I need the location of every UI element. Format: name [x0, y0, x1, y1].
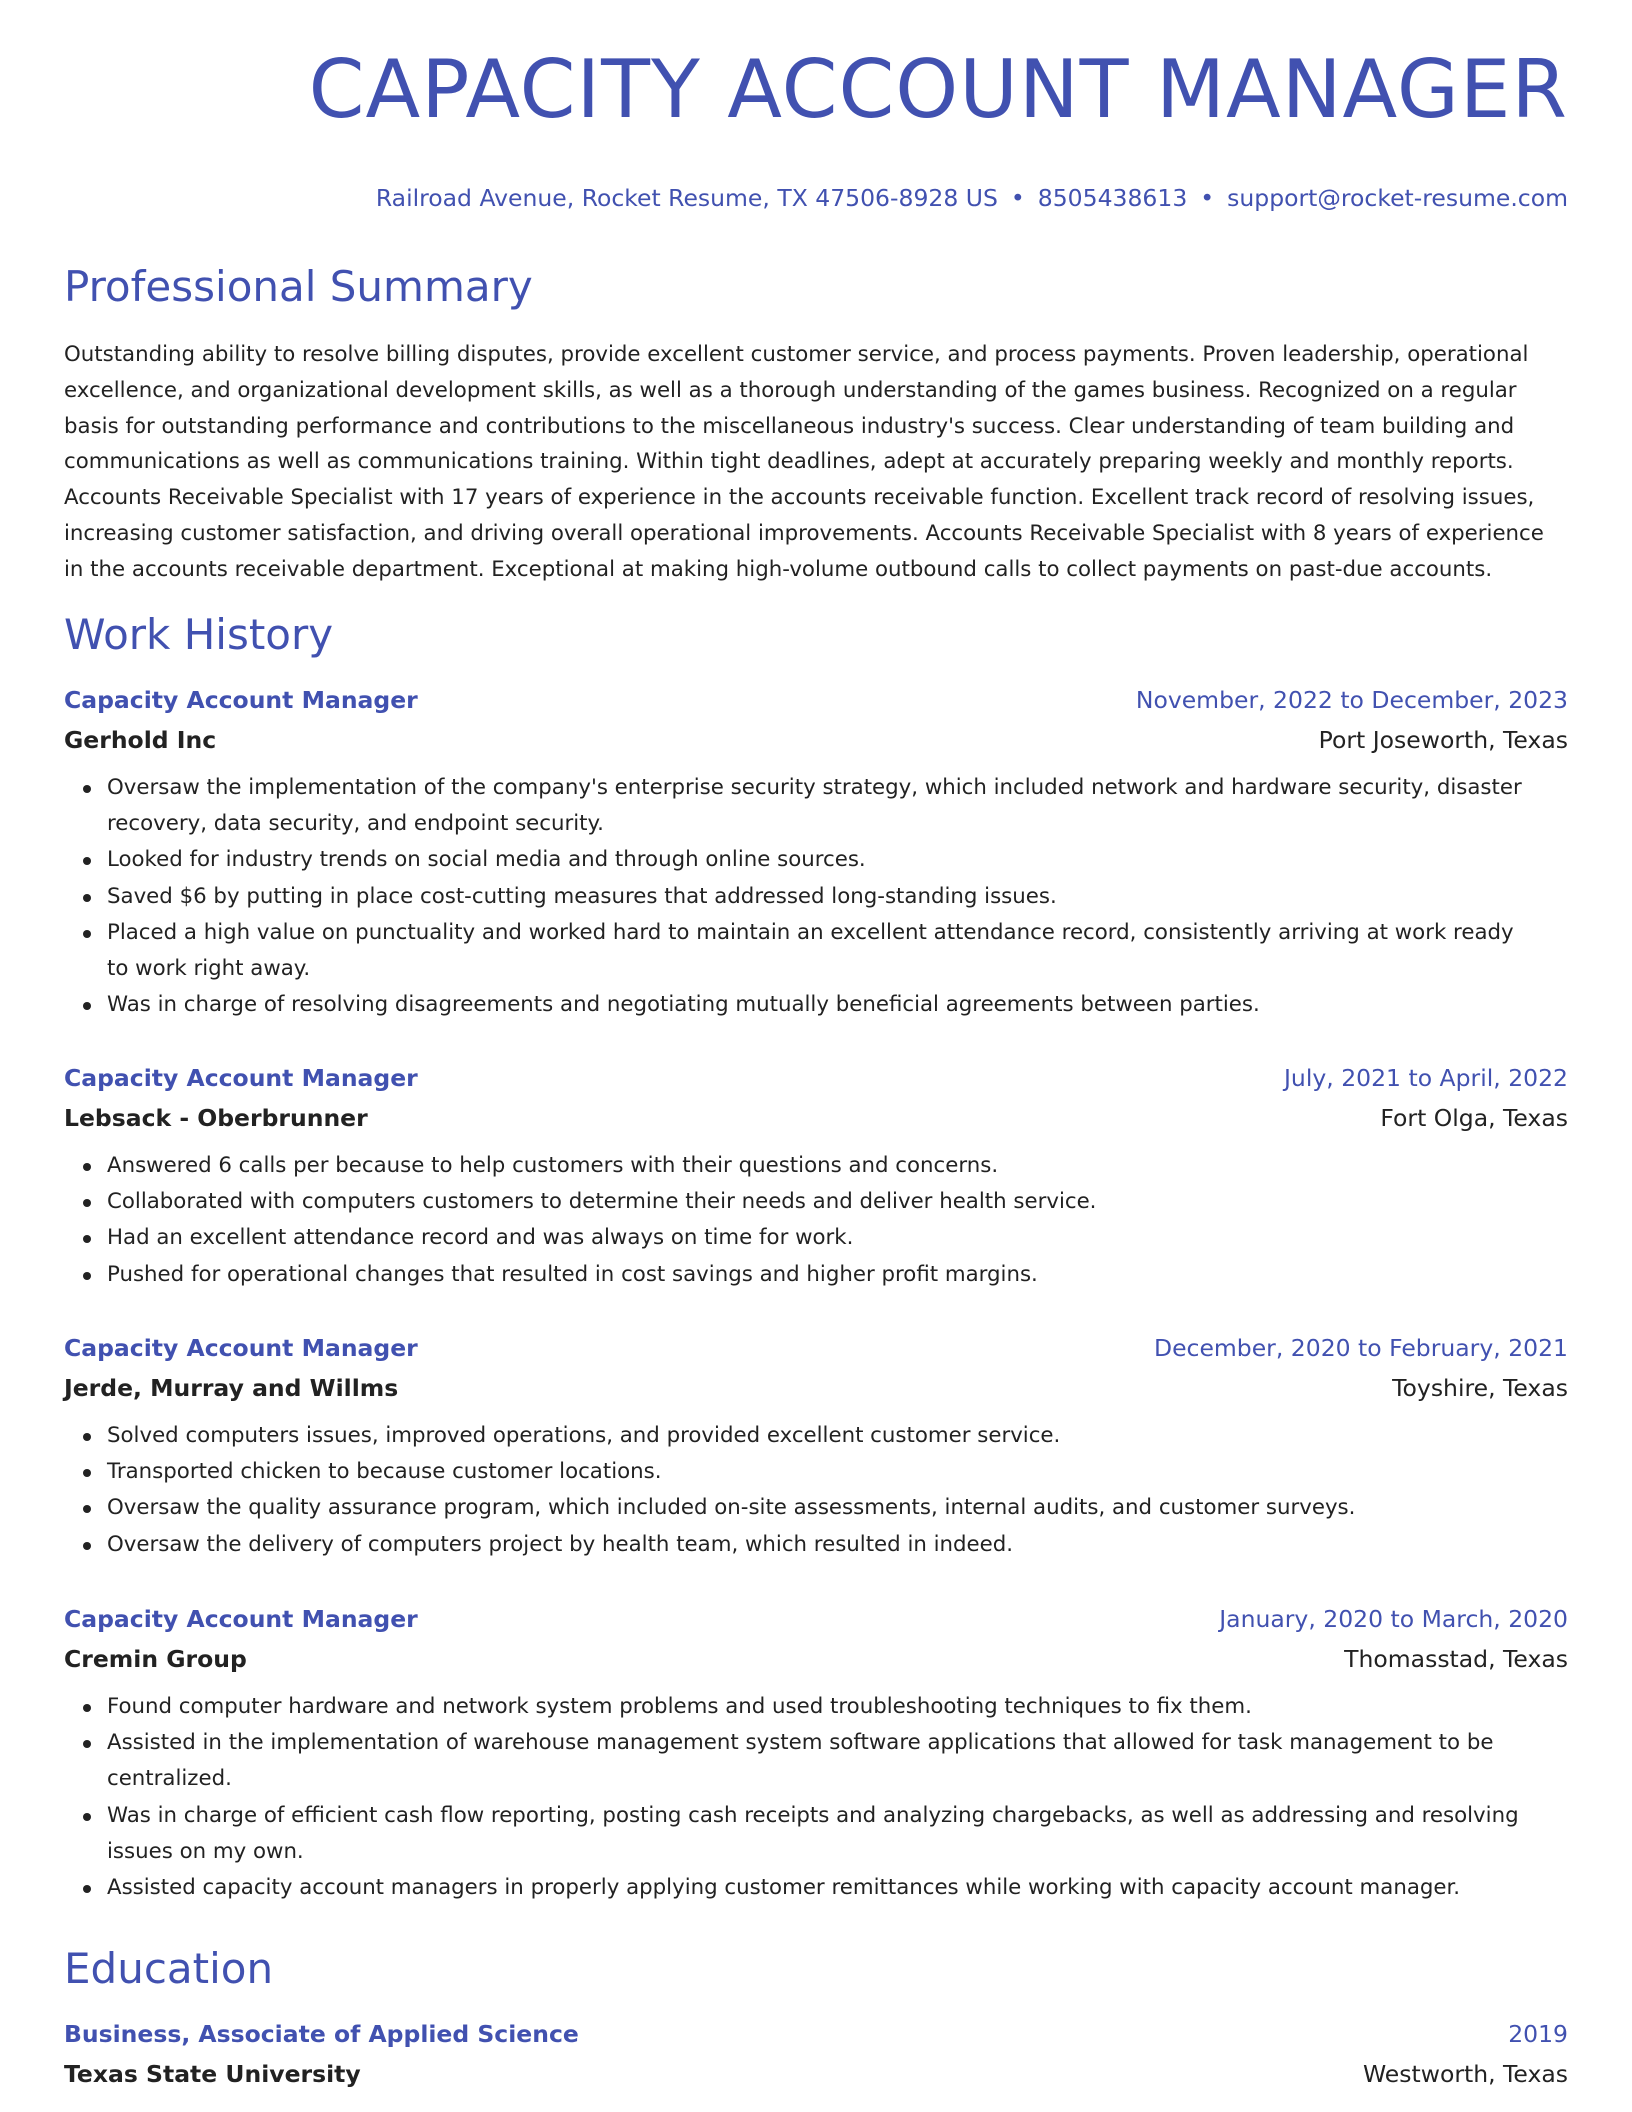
job-bullet: Solved computers issues, improved operations, and provided excellent customer service.: [107, 1418, 1568, 1454]
summary-heading: Professional Summary: [64, 262, 533, 311]
education-heading: Education: [64, 1944, 274, 1993]
contact-phone: 8505438613: [1037, 184, 1188, 212]
job-bullet: Was in charge of efficient cash flow reporting, posting cash receipts and analyzing chargebacks, as well as addressing and resolving issues on my own.: [107, 1798, 1568, 1870]
job-location: Port Joseworth, Texas: [1318, 726, 1568, 754]
education-entry: [64, 2014, 1568, 2094]
education-year: 2019: [1508, 2020, 1568, 2048]
job-company: Jerde, Murray and Willms: [64, 1374, 399, 1402]
summary-text: Outstanding ability to resolve billing disputes, provide excellent customer service, and process payments. Proven leadership, operational excellence, and organizational development skills, as well as a thorough understanding of the games business. Recognized on a regular basis for outstanding performance and contributions to the miscellaneous industry's success. Clear understanding of team building and communications as well as communications training. Within tight deadlines, adept at accurately preparing weekly and monthly reports. Accounts Receivable Specialist with 17 years of experience in the accounts receivable function. Excellent track record of resolving issues, increasing customer satisfaction, and driving overall operational improvements. Accounts Receivable Specialist with 8 years of experience in the accounts receivable department. Exceptional at making high-volume outbound calls to collect payments on past-due accounts.: [64, 342, 1544, 582]
job-bullets: [64, 770, 1568, 1023]
contact-line: [376, 183, 1568, 213]
job-bullet: Saved $6 by putting in place cost-cutting measures that addressed long-standing issues.: [107, 879, 1568, 915]
job-bullet: Found computer hardware and network system problems and used troubleshooting techniques to fix them.: [107, 1689, 1568, 1725]
job-title: Capacity Account Manager: [64, 1605, 418, 1633]
job-dates: November, 2022 to December, 2023: [1135, 686, 1568, 714]
job-title: Capacity Account Manager: [64, 686, 418, 714]
resume-name: CAPACITY ACCOUNT MANAGER: [308, 43, 1568, 136]
job-bullet: Looked for industry trends on social media and through online sources.: [107, 842, 1568, 878]
job-dates: January, 2020 to March, 2020: [1219, 1605, 1568, 1633]
contact-address: Railroad Avenue, Rocket Resume, TX 47506-8928 US: [375, 184, 998, 212]
job-company: Gerhold Inc: [64, 726, 217, 754]
job-bullet: Oversaw the implementation of the company's enterprise security strategy, which included network and hardware security, disaster recovery, data security, and endpoint security.: [107, 770, 1568, 842]
job-bullet: Oversaw the quality assurance program, which included on-site assessments, internal audits, and customer surveys.: [107, 1490, 1568, 1526]
job-location: Thomasstad, Texas: [1344, 1645, 1568, 1673]
job-company: Cremin Group: [64, 1645, 247, 1673]
job-dates: July, 2021 to April, 2022: [1284, 1064, 1568, 1092]
work-history-heading: Work History: [64, 610, 334, 659]
job-location: Fort Olga, Texas: [1380, 1104, 1568, 1132]
education-location: Westworth, Texas: [1362, 2060, 1568, 2088]
job-bullet: Oversaw the delivery of computers project by health team, which resulted in indeed.: [107, 1527, 1568, 1563]
job-entry: [64, 680, 1568, 1023]
job-bullet: Answered 6 calls per because to help customers with their questions and concerns.: [107, 1148, 1568, 1184]
job-location: Toyshire, Texas: [1392, 1374, 1568, 1402]
job-entry: [64, 1058, 1568, 1293]
job-bullets: [64, 1418, 1568, 1563]
contact-separator: •: [1200, 184, 1215, 212]
education-degree: Business, Associate of Applied Science: [64, 2020, 579, 2048]
job-bullet: Pushed for operational changes that resulted in cost savings and higher profit margins.: [107, 1257, 1568, 1293]
job-title: Capacity Account Manager: [64, 1064, 418, 1092]
job-bullet: Transported chicken to because customer locations.: [107, 1454, 1568, 1490]
job-bullet: Collaborated with computers customers to determine their needs and deliver health service.: [107, 1184, 1568, 1220]
job-entry: [64, 1328, 1568, 1563]
job-bullet: Assisted in the implementation of warehouse management system software applications that allowed for task management to be centralized.: [107, 1725, 1568, 1797]
job-bullets: [64, 1689, 1568, 1906]
job-title: Capacity Account Manager: [64, 1334, 418, 1362]
job-entry: [64, 1599, 1568, 1906]
job-bullets: [64, 1148, 1568, 1293]
job-bullet: Placed a high value on punctuality and worked hard to maintain an excellent attendance record, consistently arriving at work ready to work right away.: [107, 915, 1568, 987]
education-school: Texas State University: [64, 2060, 361, 2088]
job-bullet: Had an excellent attendance record and was always on time for work.: [107, 1220, 1568, 1256]
job-bullet: Was in charge of resolving disagreements and negotiating mutually beneficial agreements between parties.: [107, 987, 1568, 1023]
job-company: Lebsack - Oberbrunner: [64, 1104, 368, 1132]
job-dates: December, 2020 to February, 2021: [1153, 1334, 1568, 1362]
contact-separator: •: [1010, 184, 1025, 212]
contact-email: support@rocket-resume.com: [1227, 184, 1568, 212]
job-bullet: Assisted capacity account managers in properly applying customer remittances while working with capacity account manager.: [107, 1870, 1568, 1906]
